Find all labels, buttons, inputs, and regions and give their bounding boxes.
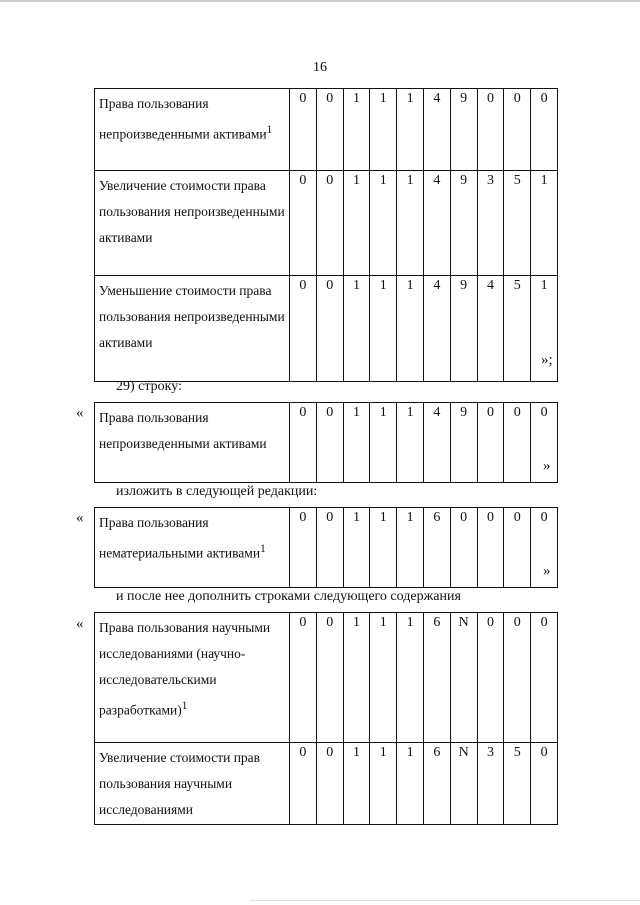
code-digit: 0 bbox=[316, 508, 343, 588]
code-digit: 0 bbox=[290, 613, 317, 743]
code-digit: 1 bbox=[397, 613, 424, 743]
table-row bbox=[95, 171, 558, 276]
account-codes-table-3 bbox=[94, 507, 558, 588]
code-digit: 5 bbox=[504, 743, 531, 825]
code-digit: 0 bbox=[316, 89, 343, 171]
table-row bbox=[95, 89, 558, 171]
code-digit: 0 bbox=[504, 508, 531, 588]
code-digit: 5 bbox=[504, 171, 531, 276]
code-digit: 0 bbox=[316, 743, 343, 825]
code-digit: 1 bbox=[343, 613, 370, 743]
code-digit: 6 bbox=[423, 613, 450, 743]
footnote-marker: 1 bbox=[181, 700, 188, 712]
code-digit: 1 bbox=[343, 89, 370, 171]
code-digit: 1 bbox=[343, 276, 370, 382]
code-digit: 1 bbox=[397, 743, 424, 825]
footnote-marker: 1 bbox=[260, 543, 266, 555]
closing-quote: »; bbox=[541, 352, 553, 368]
table-row bbox=[95, 743, 558, 825]
row-label: Увеличение стоимости права пользования непроизведенными активами bbox=[95, 171, 290, 276]
code-digit: 0 bbox=[531, 89, 558, 171]
code-digit: 0 bbox=[504, 613, 531, 743]
row-label: Права пользования непроизведенными активами bbox=[95, 403, 290, 483]
code-digit: 9 bbox=[450, 403, 477, 483]
account-codes-table-4 bbox=[94, 612, 558, 825]
scan-edge-bottom bbox=[250, 900, 640, 901]
row-label: Права пользования нематериальными активами$^1$ bbox=[95, 508, 290, 588]
code-digit: 1 bbox=[343, 403, 370, 483]
code-digit: 0 bbox=[316, 276, 343, 382]
code-digit: 0 bbox=[504, 89, 531, 171]
code-digit: 0 bbox=[531, 613, 558, 743]
code-digit: 0 bbox=[316, 171, 343, 276]
code-digit: 0 bbox=[290, 743, 317, 825]
code-digit: 0 bbox=[477, 403, 504, 483]
code-digit: 1 bbox=[531, 276, 558, 382]
code-digit: 1 bbox=[343, 171, 370, 276]
code-digit: 0 bbox=[531, 403, 558, 483]
instruction-add-after: и после нее дополнить строками следующего содержания bbox=[116, 589, 461, 604]
code-digit: 1 bbox=[531, 171, 558, 276]
opening-quote: « bbox=[76, 510, 84, 526]
account-codes-table-2 bbox=[94, 402, 558, 483]
code-digit: 4 bbox=[423, 403, 450, 483]
instruction-replace: изложить в следующей редакции: bbox=[116, 484, 318, 499]
code-digit: 0 bbox=[290, 508, 317, 588]
code-digit: 1 bbox=[370, 613, 397, 743]
row-label: Права пользования непроизведенными активами$^1$ bbox=[95, 89, 290, 171]
table-row bbox=[95, 276, 558, 382]
code-digit: 0 bbox=[290, 171, 317, 276]
table-row bbox=[95, 508, 558, 588]
code-digit: 3 bbox=[477, 743, 504, 825]
code-digit: 1 bbox=[370, 171, 397, 276]
code-digit: 1 bbox=[397, 171, 424, 276]
code-digit: 0 bbox=[477, 89, 504, 171]
code-digit: 1 bbox=[370, 89, 397, 171]
code-digit: 1 bbox=[397, 276, 424, 382]
code-digit: 4 bbox=[423, 276, 450, 382]
scan-edge-top bbox=[0, 0, 640, 2]
code-digit: 0 bbox=[316, 403, 343, 483]
opening-quote: « bbox=[76, 405, 84, 421]
code-digit: 0 bbox=[477, 508, 504, 588]
code-digit: 1 bbox=[370, 276, 397, 382]
code-digit: 0 bbox=[316, 613, 343, 743]
table-row bbox=[95, 403, 558, 483]
code-digit: 0 bbox=[477, 613, 504, 743]
code-digit: 6 bbox=[423, 743, 450, 825]
code-digit: 9 bbox=[450, 171, 477, 276]
code-digit: 1 bbox=[397, 89, 424, 171]
code-digit: 4 bbox=[423, 171, 450, 276]
closing-quote: » bbox=[543, 458, 551, 474]
code-digit: 4 bbox=[477, 276, 504, 382]
code-digit: 1 bbox=[370, 403, 397, 483]
opening-quote: « bbox=[76, 616, 84, 632]
page-number: 16 bbox=[313, 60, 327, 75]
row-label: Увеличение стоимости прав пользования научными исследованиями bbox=[95, 743, 290, 825]
code-digit: N bbox=[450, 743, 477, 825]
account-codes-table-1 bbox=[94, 88, 558, 382]
code-digit: N bbox=[450, 613, 477, 743]
code-digit: 9 bbox=[450, 89, 477, 171]
closing-quote: » bbox=[543, 563, 551, 579]
code-digit: 1 bbox=[370, 743, 397, 825]
code-digit: 5 bbox=[504, 276, 531, 382]
code-digit: 1 bbox=[397, 508, 424, 588]
code-digit: 6 bbox=[423, 508, 450, 588]
code-digit: 0 bbox=[504, 403, 531, 483]
code-digit: 0 bbox=[290, 276, 317, 382]
code-digit: 0 bbox=[531, 743, 558, 825]
table-row bbox=[95, 613, 558, 743]
code-digit: 1 bbox=[370, 508, 397, 588]
code-digit: 0 bbox=[531, 508, 558, 588]
code-digit: 0 bbox=[290, 89, 317, 171]
code-digit: 9 bbox=[450, 276, 477, 382]
instruction-item-29: 29) строку: bbox=[116, 379, 182, 394]
footnote-marker: 1 bbox=[266, 124, 273, 136]
code-digit: 1 bbox=[343, 508, 370, 588]
code-digit: 3 bbox=[477, 171, 504, 276]
row-label: Права пользования научными исследованиями (научно-исследовательскими разработками)$^1$ bbox=[95, 613, 290, 743]
code-digit: 4 bbox=[423, 89, 450, 171]
code-digit: 1 bbox=[397, 403, 424, 483]
row-label: Уменьшение стоимости права пользования непроизведенными активами bbox=[95, 276, 290, 382]
code-digit: 1 bbox=[343, 743, 370, 825]
code-digit: 0 bbox=[290, 403, 317, 483]
code-digit: 0 bbox=[450, 508, 477, 588]
